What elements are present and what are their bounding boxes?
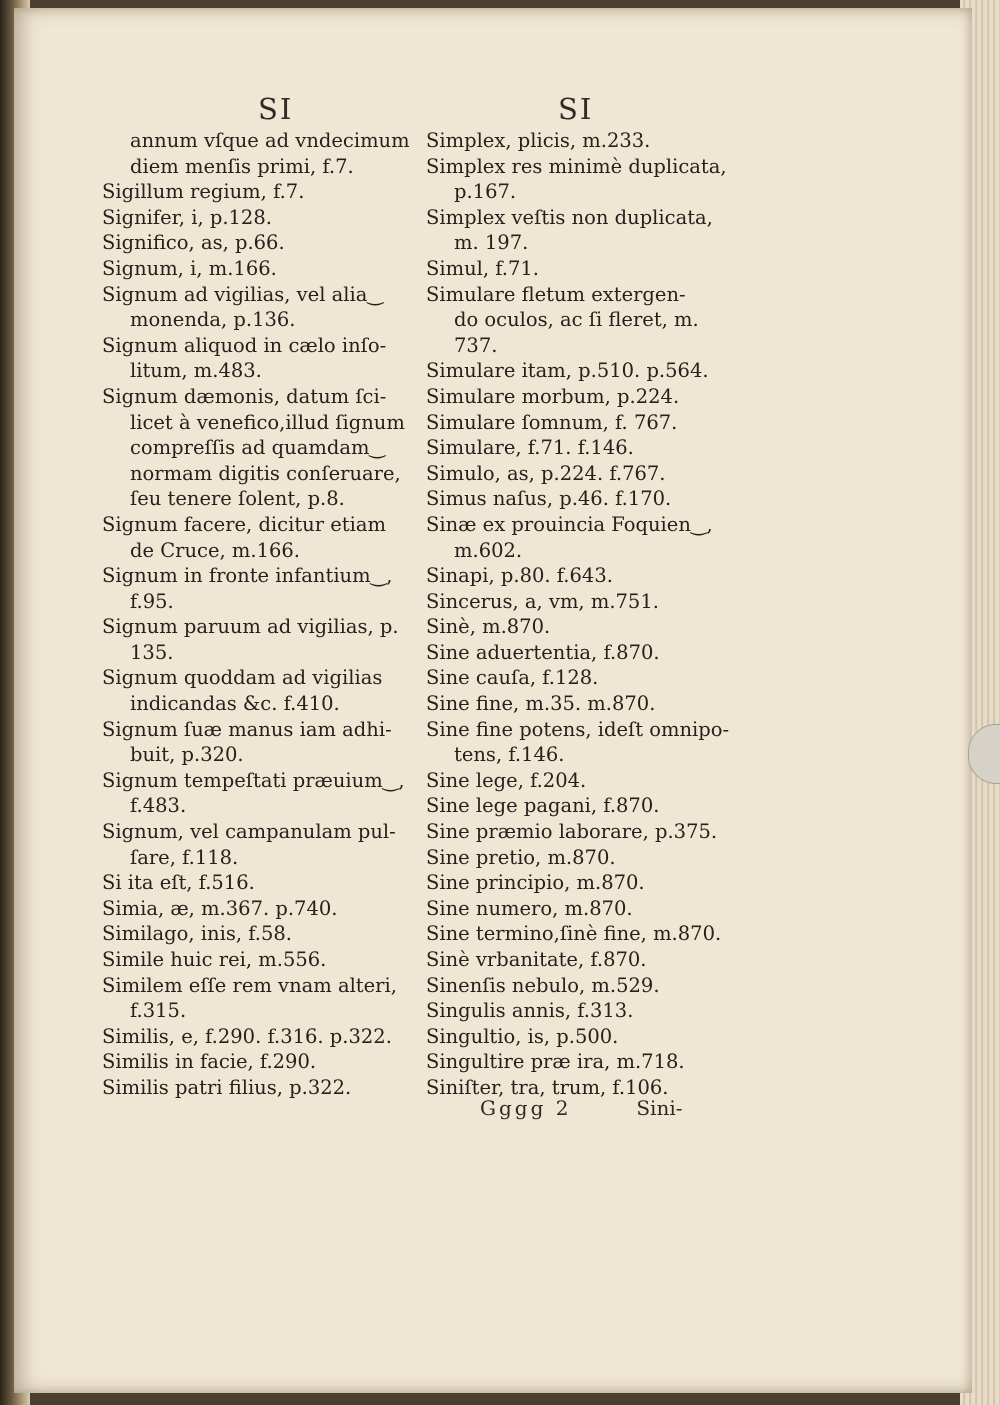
index-entry-line: Simia, æ, m.367. p.740.: [102, 896, 338, 920]
index-entry-line: m. 197.: [454, 231, 529, 255]
index-entry-line: Sine lege pagani, f.870.: [426, 794, 660, 818]
index-entry-line: Similem eſſe rem vnam alteri,: [102, 973, 397, 997]
index-entry-line: diem menſis primi, f.7.: [130, 154, 354, 178]
index-entry-line: Sine numero, m.870.: [426, 896, 633, 920]
right-column-header: SI: [558, 92, 594, 126]
index-entry-line: ſare, f.118.: [130, 845, 239, 869]
left-index-column: [102, 128, 412, 1101]
index-entry-line: Si ita eſt, f.516.: [102, 871, 255, 895]
index-entry-line: Singulis annis, f.313.: [426, 999, 634, 1023]
index-entry-line: Signum, vel campanulam pul-: [102, 820, 396, 844]
index-entry-line: Simulare, f.71. f.146.: [426, 436, 634, 460]
index-entry-line: ſeu tenere ſolent, p.8.: [130, 487, 345, 511]
index-entry-line: Sinæ ex prouincia Foquien‿,: [426, 512, 713, 536]
index-entry-line: Similis, e, f.290. f.316. p.322.: [102, 1024, 392, 1048]
index-entry-line: Signum tempeſtati præuium‿,: [102, 768, 405, 792]
index-entry-line: Similis in facie, f.290.: [102, 1050, 317, 1074]
index-entry-line: Signum dæmonis, datum ſci-: [102, 384, 387, 408]
index-entry-line: annum vſque ad vndecimum: [130, 129, 410, 152]
index-entry-line: Signum aliquod in cælo inſo-: [102, 333, 387, 357]
index-entry-line: tens, f.146.: [454, 743, 565, 767]
index-entry-line: Simus naſus, p.46. f.170.: [426, 487, 672, 511]
index-entry-line: Singultio, is, p.500.: [426, 1024, 619, 1048]
index-entry-line: Sinapi, p.80. f.643.: [426, 564, 613, 588]
index-entry-line: Sine principio, m.870.: [426, 871, 645, 895]
index-entry-line: Signum ad vigilias, vel alia‿: [102, 282, 384, 306]
index-entry-line: Simulare ſomnum, f. 767.: [426, 410, 678, 434]
index-entry-line: Sine fine, m.35. m.870.: [426, 692, 656, 716]
index-entry-line: Signum quoddam ad vigilias: [102, 666, 383, 690]
index-entry-line: Signum, i, m.166.: [102, 256, 277, 280]
index-entry-line: m.602.: [454, 538, 523, 562]
index-entry-line: f.483.: [130, 794, 187, 818]
index-entry-line: licet à venefico,illud ſignum: [130, 410, 405, 434]
index-entry-line: Simulare fletum extergen-: [426, 282, 686, 306]
index-entry-line: Signifer, i, p.128.: [102, 205, 272, 229]
index-entry-line: Simile huic rei, m.556.: [102, 948, 327, 971]
index-entry-line: Signum paruum ad vigilias, p.: [102, 615, 399, 639]
index-entry-line: de Cruce, m.166.: [130, 538, 300, 562]
index-entry-line: litum, m.483.: [130, 359, 262, 383]
right-index-column: [426, 128, 746, 1101]
page-footer: [480, 1096, 700, 1120]
index-entry-line: Similago, inis, f.58.: [102, 922, 292, 946]
catchword: Sini-: [636, 1096, 683, 1120]
index-entry-line: p.167.: [454, 180, 517, 204]
index-entry-line: Sine fine potens, ideſt omnipo-: [426, 717, 730, 741]
index-entry-line: Simul, f.71.: [426, 256, 540, 280]
index-entry-line: Sincerus, a, vm, m.751.: [426, 589, 659, 613]
index-entry-line: Significo, as, p.66.: [102, 231, 285, 255]
index-entry-line: monenda, p.136.: [130, 308, 296, 332]
index-entry-line: normam digitis conſeruare,: [130, 461, 401, 485]
index-entry-line: Signum in fronte infantium‿,: [102, 564, 393, 588]
index-entry-line: Sinè vrbanitate, f.870.: [426, 948, 647, 971]
index-entry-line: Simplex res minimè duplicata,: [426, 154, 727, 178]
index-entry-line: Sine lege, f.204.: [426, 768, 587, 792]
index-entry-line: Sine cauſa, f.128.: [426, 666, 599, 690]
book-page: [14, 8, 972, 1393]
index-entry-line: Singultire præ ira, m.718.: [426, 1050, 685, 1074]
index-entry-line: Simulare itam, p.510. p.564.: [426, 359, 709, 383]
index-entry-line: f.95.: [130, 589, 174, 613]
index-entry-line: indicandas &c. f.410.: [130, 692, 340, 716]
index-entry-line: Sine termino,ſinè fine, m.870.: [426, 922, 722, 946]
left-column-header: SI: [258, 92, 294, 126]
index-entry-line: Simulo, as, p.224. f.767.: [426, 461, 666, 485]
index-entry-line: 737.: [454, 333, 498, 357]
index-entry-line: Sine præmio laborare, p.375.: [426, 820, 718, 844]
index-entry-line: Siniſter, tra, trum, f.106.: [426, 1075, 669, 1099]
index-entry-line: 135.: [130, 640, 174, 664]
index-entry-line: Simplex, plicis, m.233.: [426, 129, 651, 152]
index-entry-line: Sine aduertentia, f.870.: [426, 640, 660, 664]
index-entry-line: Simplex veſtis non duplicata,: [426, 205, 713, 229]
index-entry-line: do oculos, ac ſi fleret, m.: [454, 308, 699, 332]
signature-mark: Gggg 2: [480, 1096, 572, 1120]
index-entry-line: Sine pretio, m.870.: [426, 845, 616, 869]
index-entry-line: Sinenſis nebulo, m.529.: [426, 973, 660, 997]
index-entry-line: Signum ſuæ manus iam adhi-: [102, 717, 392, 741]
index-entry-line: buit, p.320.: [130, 743, 244, 767]
index-entry-line: f.315.: [130, 999, 187, 1023]
index-entry-line: Simulare morbum, p.224.: [426, 384, 680, 408]
index-entry-line: Similis patri filius, p.322.: [102, 1075, 352, 1099]
index-entry-line: compreſſis ad quamdam‿: [130, 436, 386, 460]
index-entry-line: Sigillum regium, f.7.: [102, 180, 305, 204]
index-entry-line: Signum facere, dicitur etiam: [102, 512, 386, 536]
index-entry-line: Sinè, m.870.: [426, 615, 551, 639]
